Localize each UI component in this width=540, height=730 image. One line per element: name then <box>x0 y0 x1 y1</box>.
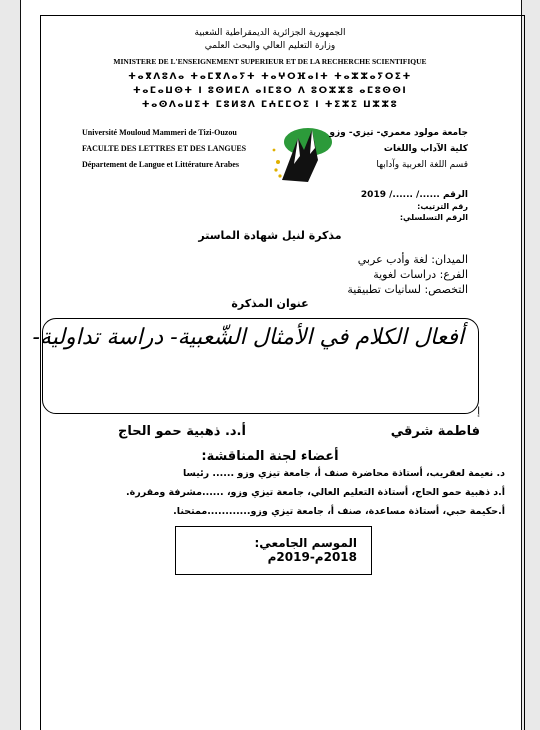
faculty-ar: كلية الآداب واللغات <box>383 144 468 154</box>
supervisor-name: أ.د. ذهبية حمو الحاج <box>118 424 246 439</box>
academic-year-box <box>175 526 372 575</box>
committee-member-3: أ.حكيمة حبي، أستاذة مساعدة، صنف أ، جامعة تيزي وزو............ممتحنا. <box>173 506 505 517</box>
university-ar: جامعة مولود معمري- تيزي- وزو <box>329 128 468 138</box>
university-logo <box>268 120 338 186</box>
ref-order: رقم الترتيب: <box>417 202 468 211</box>
tifinagh-line-2: ⵜⴰⵎⴰⵡⵙⵜ ⵏ ⵓⵙⵍⵎⴷ ⴰⵏⵎⵓⵔ ⴷ ⵓⵔⵣⵣⵓ ⴰⵎⵓⵙⵙⵏ <box>132 86 408 96</box>
tifinagh-line-1: ⵜⴰⴳⴷⵓⴷⴰ ⵜⴰⵎⴳⴷⴰⵢⵜ ⵜⴰⵖⵔⴼⴰⵏⵜ ⵜⴰⵣⵣⴰⵢⵔⵉⵜ <box>128 72 412 82</box>
committee-member-1: د. نعيمة لعقريب، أستاذة محاضرة صنف أ، جامعة تيزي وزو ...... رئيسا <box>182 468 505 479</box>
field-branch: الفرع: دراسات لغوية <box>373 268 468 281</box>
field-domain: الميدان: لغة وأدب عربي <box>357 253 468 266</box>
department-ar: قسم اللغة العربية وآدابها <box>376 160 468 170</box>
tifinagh-line-3: ⵜⴰⵙⴷⴰⵡⵉⵜ ⵎⵓⵍⵓⴷ ⵎⵄⵎⵎⵔⵉ ⵏ ⵜⵉⵣⵉ ⵡⵣⵣⵓ <box>141 100 399 110</box>
ministry-ar-line: وزارة التعليم العالي والبحث العلمي <box>204 41 336 51</box>
ministry-fr-line: MINISTERE DE L'ENSEIGNEMENT SUPERIEUR ET DE LA RECHERCHE SCIENTIFIQUE <box>113 57 427 66</box>
department-fr: Département de Langue et Littérature Arabes <box>82 160 239 169</box>
faculty-fr: FACULTE DES LETTRES ET DES LANGUES <box>82 144 247 153</box>
ref-number: الرقم ....../ ....../ 2019 <box>360 190 468 200</box>
university-fr: Université Mouloud Mammeri de Tizi-Ouzou <box>82 128 237 137</box>
republic-line: الجمهورية الجزائرية الديمقراطية الشعبية <box>194 28 346 38</box>
thesis-title: أفعال الكلام في الأمثال الشّعبية- دراسة تداولية- <box>32 325 464 350</box>
academic-year: الموسم الجامعي: 2018م-2019م <box>254 536 357 564</box>
committee-heading: أعضاء لجنة المناقشة: <box>201 449 339 464</box>
prep-fragment: إ <box>477 406 480 417</box>
field-specialty: التخصص: لسانيات تطبيقية <box>347 283 468 296</box>
ref-serial: الرقم التسلسلي: <box>399 213 468 222</box>
title-heading: عنوان المذكرة <box>231 297 309 310</box>
thesis-title-box <box>32 318 479 414</box>
committee-member-2: أ.د ذهبية حمو الحاج، أستاذة التعليم العالي، جامعة تيزي وزو، ......مشرفة ومقررة. <box>126 487 505 498</box>
memo-heading: مذكرة لنيل شهادة الماستر <box>198 229 342 242</box>
student-name: فاطمة شرقي <box>390 424 480 439</box>
